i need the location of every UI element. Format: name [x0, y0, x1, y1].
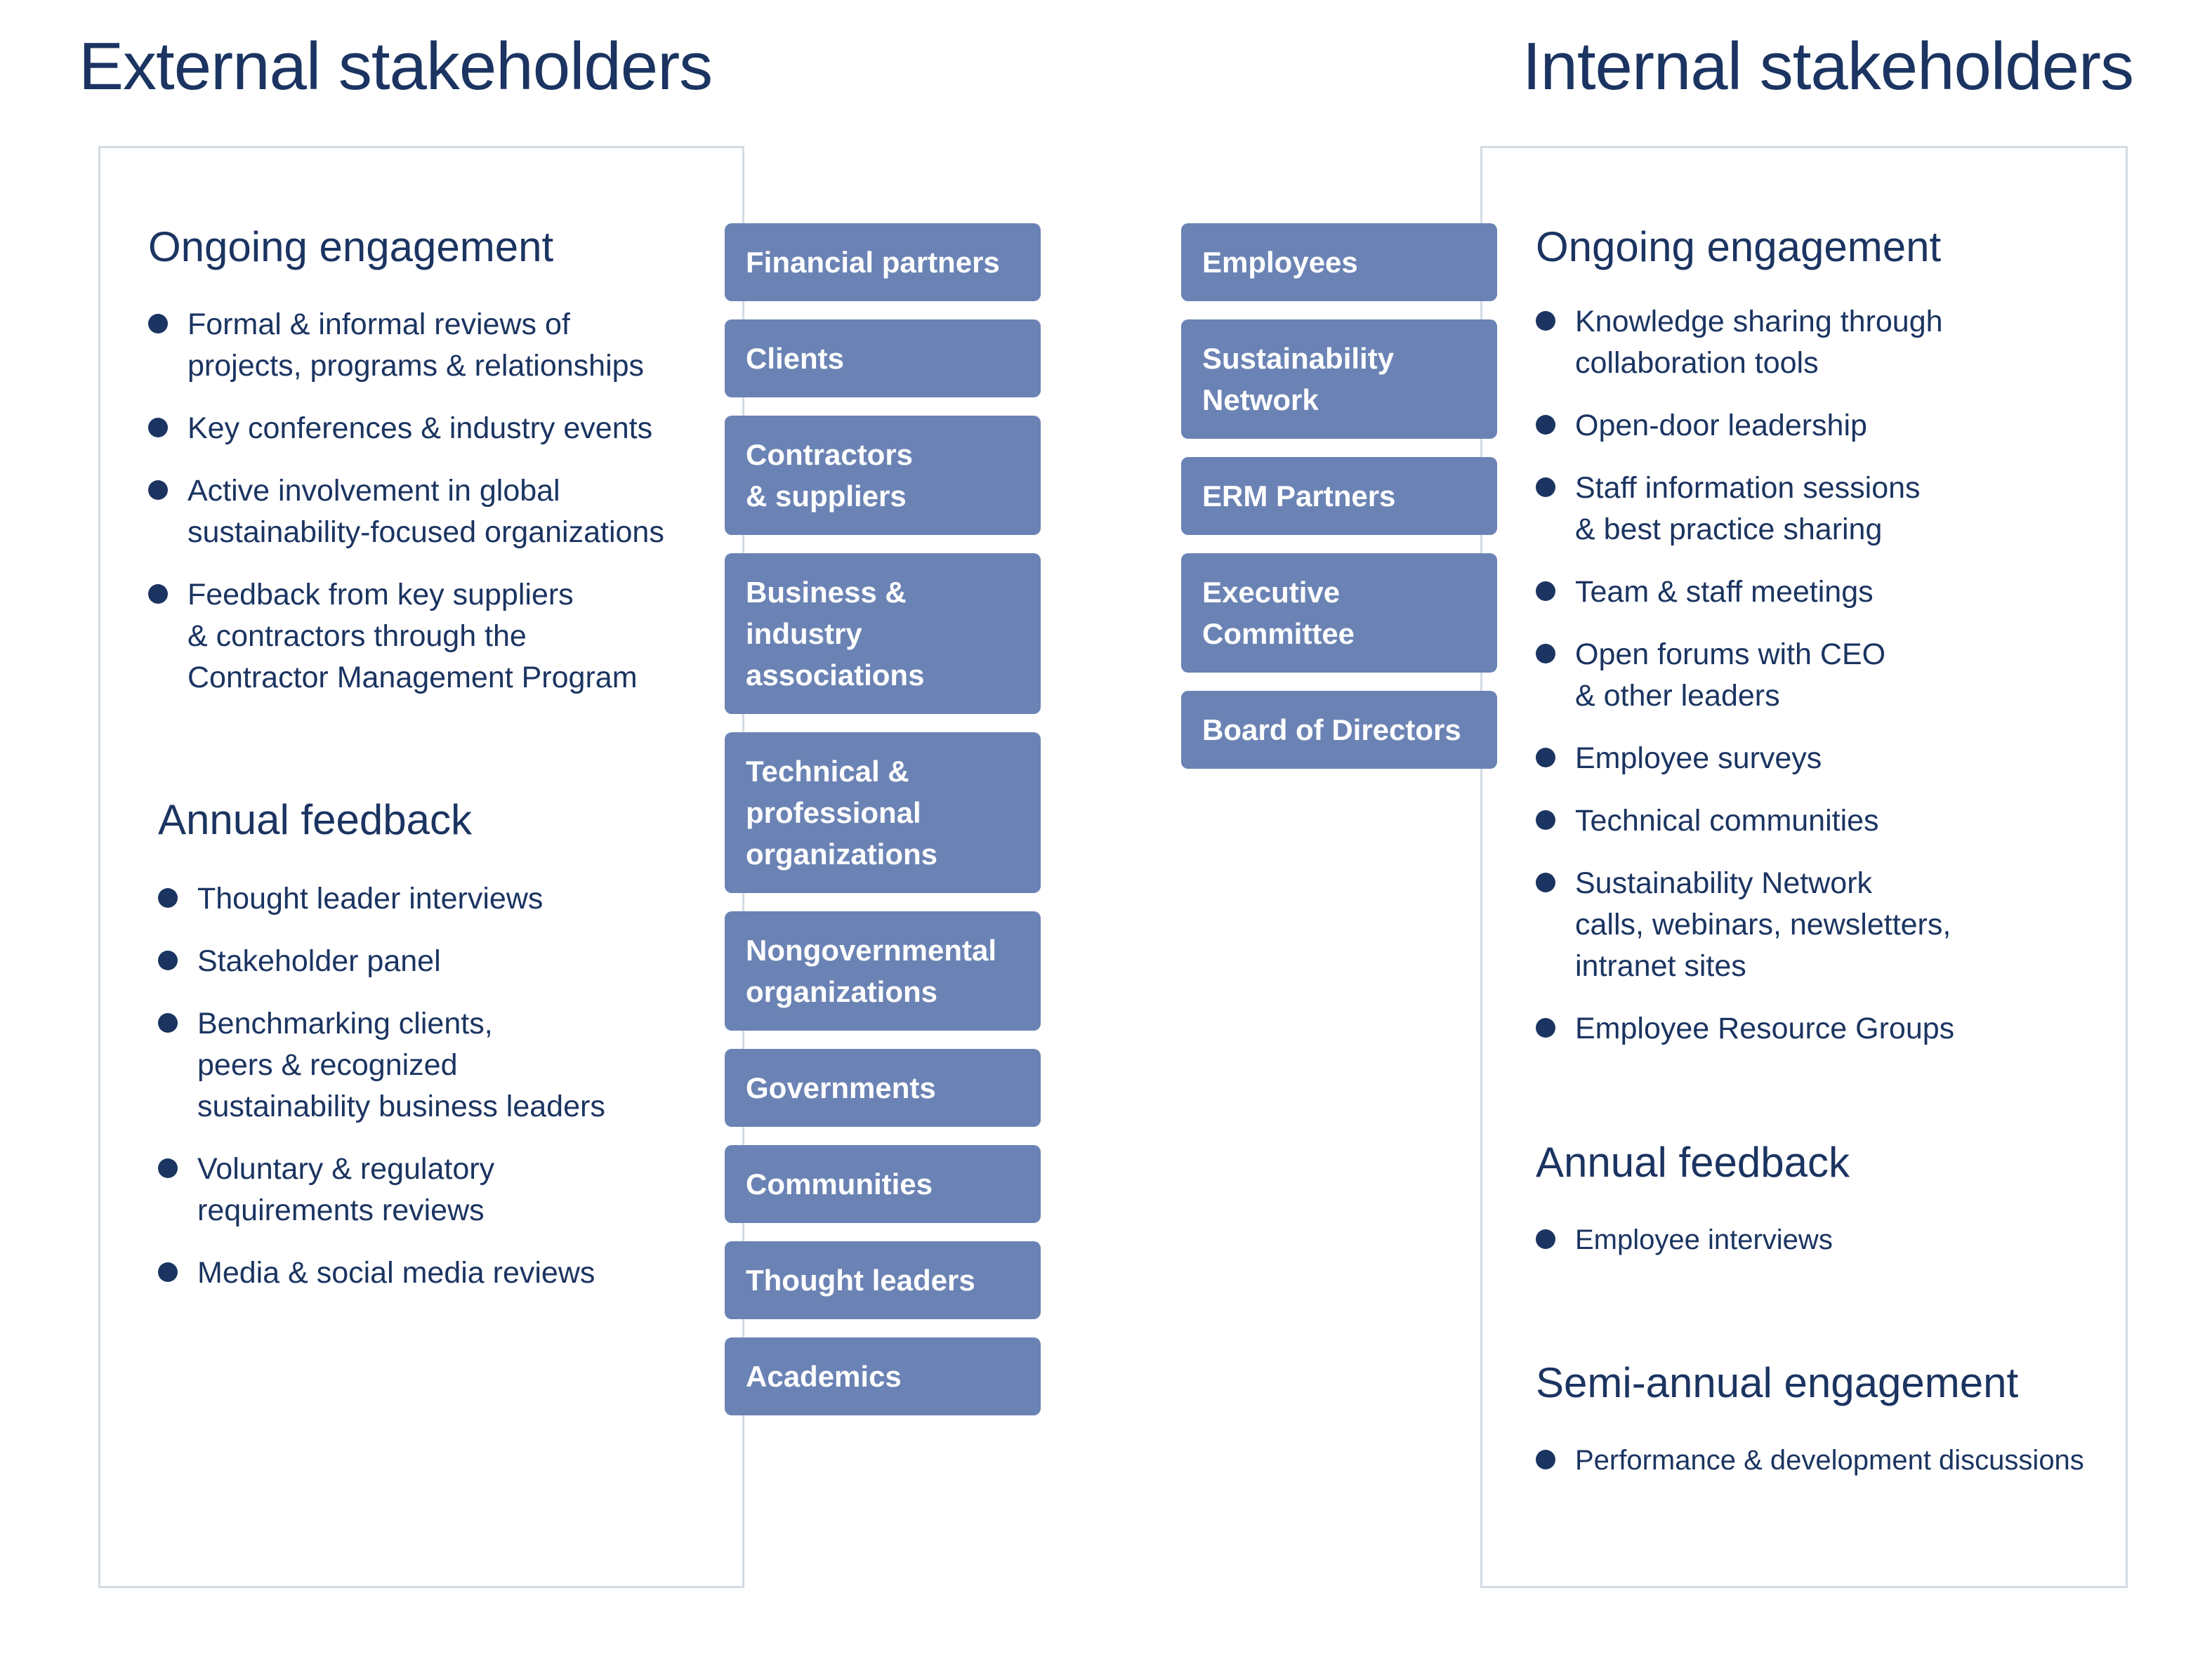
group-box-business-industry-associations: Business & industry associations: [725, 553, 1041, 714]
bullet-icon: [158, 1158, 178, 1178]
external-panel: [98, 146, 744, 1588]
bullet-icon: [1536, 1018, 1555, 1038]
list-item: Stakeholder panel: [158, 941, 720, 982]
internal-ongoing-heading: Ongoing engagement: [1536, 223, 1942, 270]
list-item: Employee Resource Groups: [1536, 1008, 2112, 1050]
group-box-communities: Communities: [725, 1145, 1041, 1223]
bullet-icon: [1536, 1450, 1555, 1469]
internal-ongoing-list: [1536, 301, 2112, 1071]
group-box-governments: Governments: [725, 1049, 1041, 1127]
list-item: Media & social media reviews: [158, 1252, 720, 1294]
list-item: Staff information sessions & best practice sharing: [1536, 468, 2112, 550]
internal-stakeholders-title: Internal stakeholders: [1522, 29, 2133, 104]
external-ongoing-list: [148, 304, 738, 720]
bullet-icon: [1536, 644, 1555, 663]
external-annual-list: [158, 878, 720, 1315]
internal-panel: [1480, 146, 2128, 1588]
internal-groups: [1181, 223, 1497, 769]
internal-semiannual-heading: Semi-annual engagement: [1536, 1359, 2019, 1406]
internal-annual-list: [1536, 1220, 2112, 1282]
group-box-clients: Clients: [725, 319, 1041, 397]
bullet-icon: [158, 1013, 178, 1033]
bullet-icon: [158, 951, 178, 970]
bullet-icon: [148, 418, 168, 437]
list-item: Sustainability Network calls, webinars, newsletters, intranet sites: [1536, 863, 2112, 987]
bullet-icon: [1536, 748, 1555, 767]
external-ongoing-heading: Ongoing engagement: [148, 223, 554, 270]
external-annual-heading: Annual feedback: [158, 796, 473, 843]
bullet-icon: [1536, 581, 1555, 601]
bullet-icon: [158, 888, 178, 908]
list-item: Open-door leadership: [1536, 405, 2112, 447]
bullet-icon: [1536, 415, 1555, 435]
list-item: Team & staff meetings: [1536, 571, 2112, 613]
group-box-technical-professional-organizations: Technical & professional organizations: [725, 732, 1041, 893]
list-item: Employee surveys: [1536, 738, 2112, 779]
list-item: Employee interviews: [1536, 1220, 2112, 1261]
list-item: Thought leader interviews: [158, 878, 720, 920]
internal-annual-heading: Annual feedback: [1536, 1139, 1850, 1186]
group-box-sustainability-network: Sustainability Network: [1181, 319, 1497, 439]
bullet-icon: [148, 584, 168, 604]
bullet-icon: [1536, 311, 1555, 331]
bullet-icon: [1536, 1229, 1555, 1249]
list-item: Active involvement in global sustainability-focused organizations: [148, 470, 738, 553]
list-item: Voluntary & regulatory requirements reviews: [158, 1149, 720, 1231]
external-groups: [725, 223, 1041, 1415]
group-box-erm-partners: ERM Partners: [1181, 457, 1497, 535]
list-item: Technical communities: [1536, 800, 2112, 842]
list-item: Open forums with CEO & other leaders: [1536, 634, 2112, 717]
group-box-academics: Academics: [725, 1337, 1041, 1415]
group-box-nongovernmental-organizations: Nongovernmental organizations: [725, 911, 1041, 1031]
group-box-employees: Employees: [1181, 223, 1497, 301]
list-item: Performance & development discussions: [1536, 1440, 2119, 1481]
list-item: Feedback from key suppliers & contractors through the Contractor Management Program: [148, 574, 738, 699]
internal-semiannual-list: [1536, 1440, 2119, 1502]
group-box-contractors-suppliers: Contractors & suppliers: [725, 416, 1041, 535]
list-item: Key conferences & industry events: [148, 408, 738, 449]
group-box-financial-partners: Financial partners: [725, 223, 1041, 301]
bullet-icon: [158, 1262, 178, 1282]
external-stakeholders-title: External stakeholders: [79, 29, 713, 104]
list-item: Benchmarking clients, peers & recognized sustainability business leaders: [158, 1003, 720, 1128]
list-item: Formal & informal reviews of projects, programs & relationships: [148, 304, 738, 387]
bullet-icon: [1536, 477, 1555, 497]
group-box-board-of-directors: Board of Directors: [1181, 691, 1497, 769]
bullet-icon: [1536, 810, 1555, 830]
bullet-icon: [148, 314, 168, 333]
bullet-icon: [1536, 873, 1555, 892]
bullet-icon: [148, 480, 168, 500]
group-box-thought-leaders: Thought leaders: [725, 1241, 1041, 1319]
list-item: Knowledge sharing through collaboration tools: [1536, 301, 2112, 384]
group-box-executive-committee: Executive Committee: [1181, 553, 1497, 673]
